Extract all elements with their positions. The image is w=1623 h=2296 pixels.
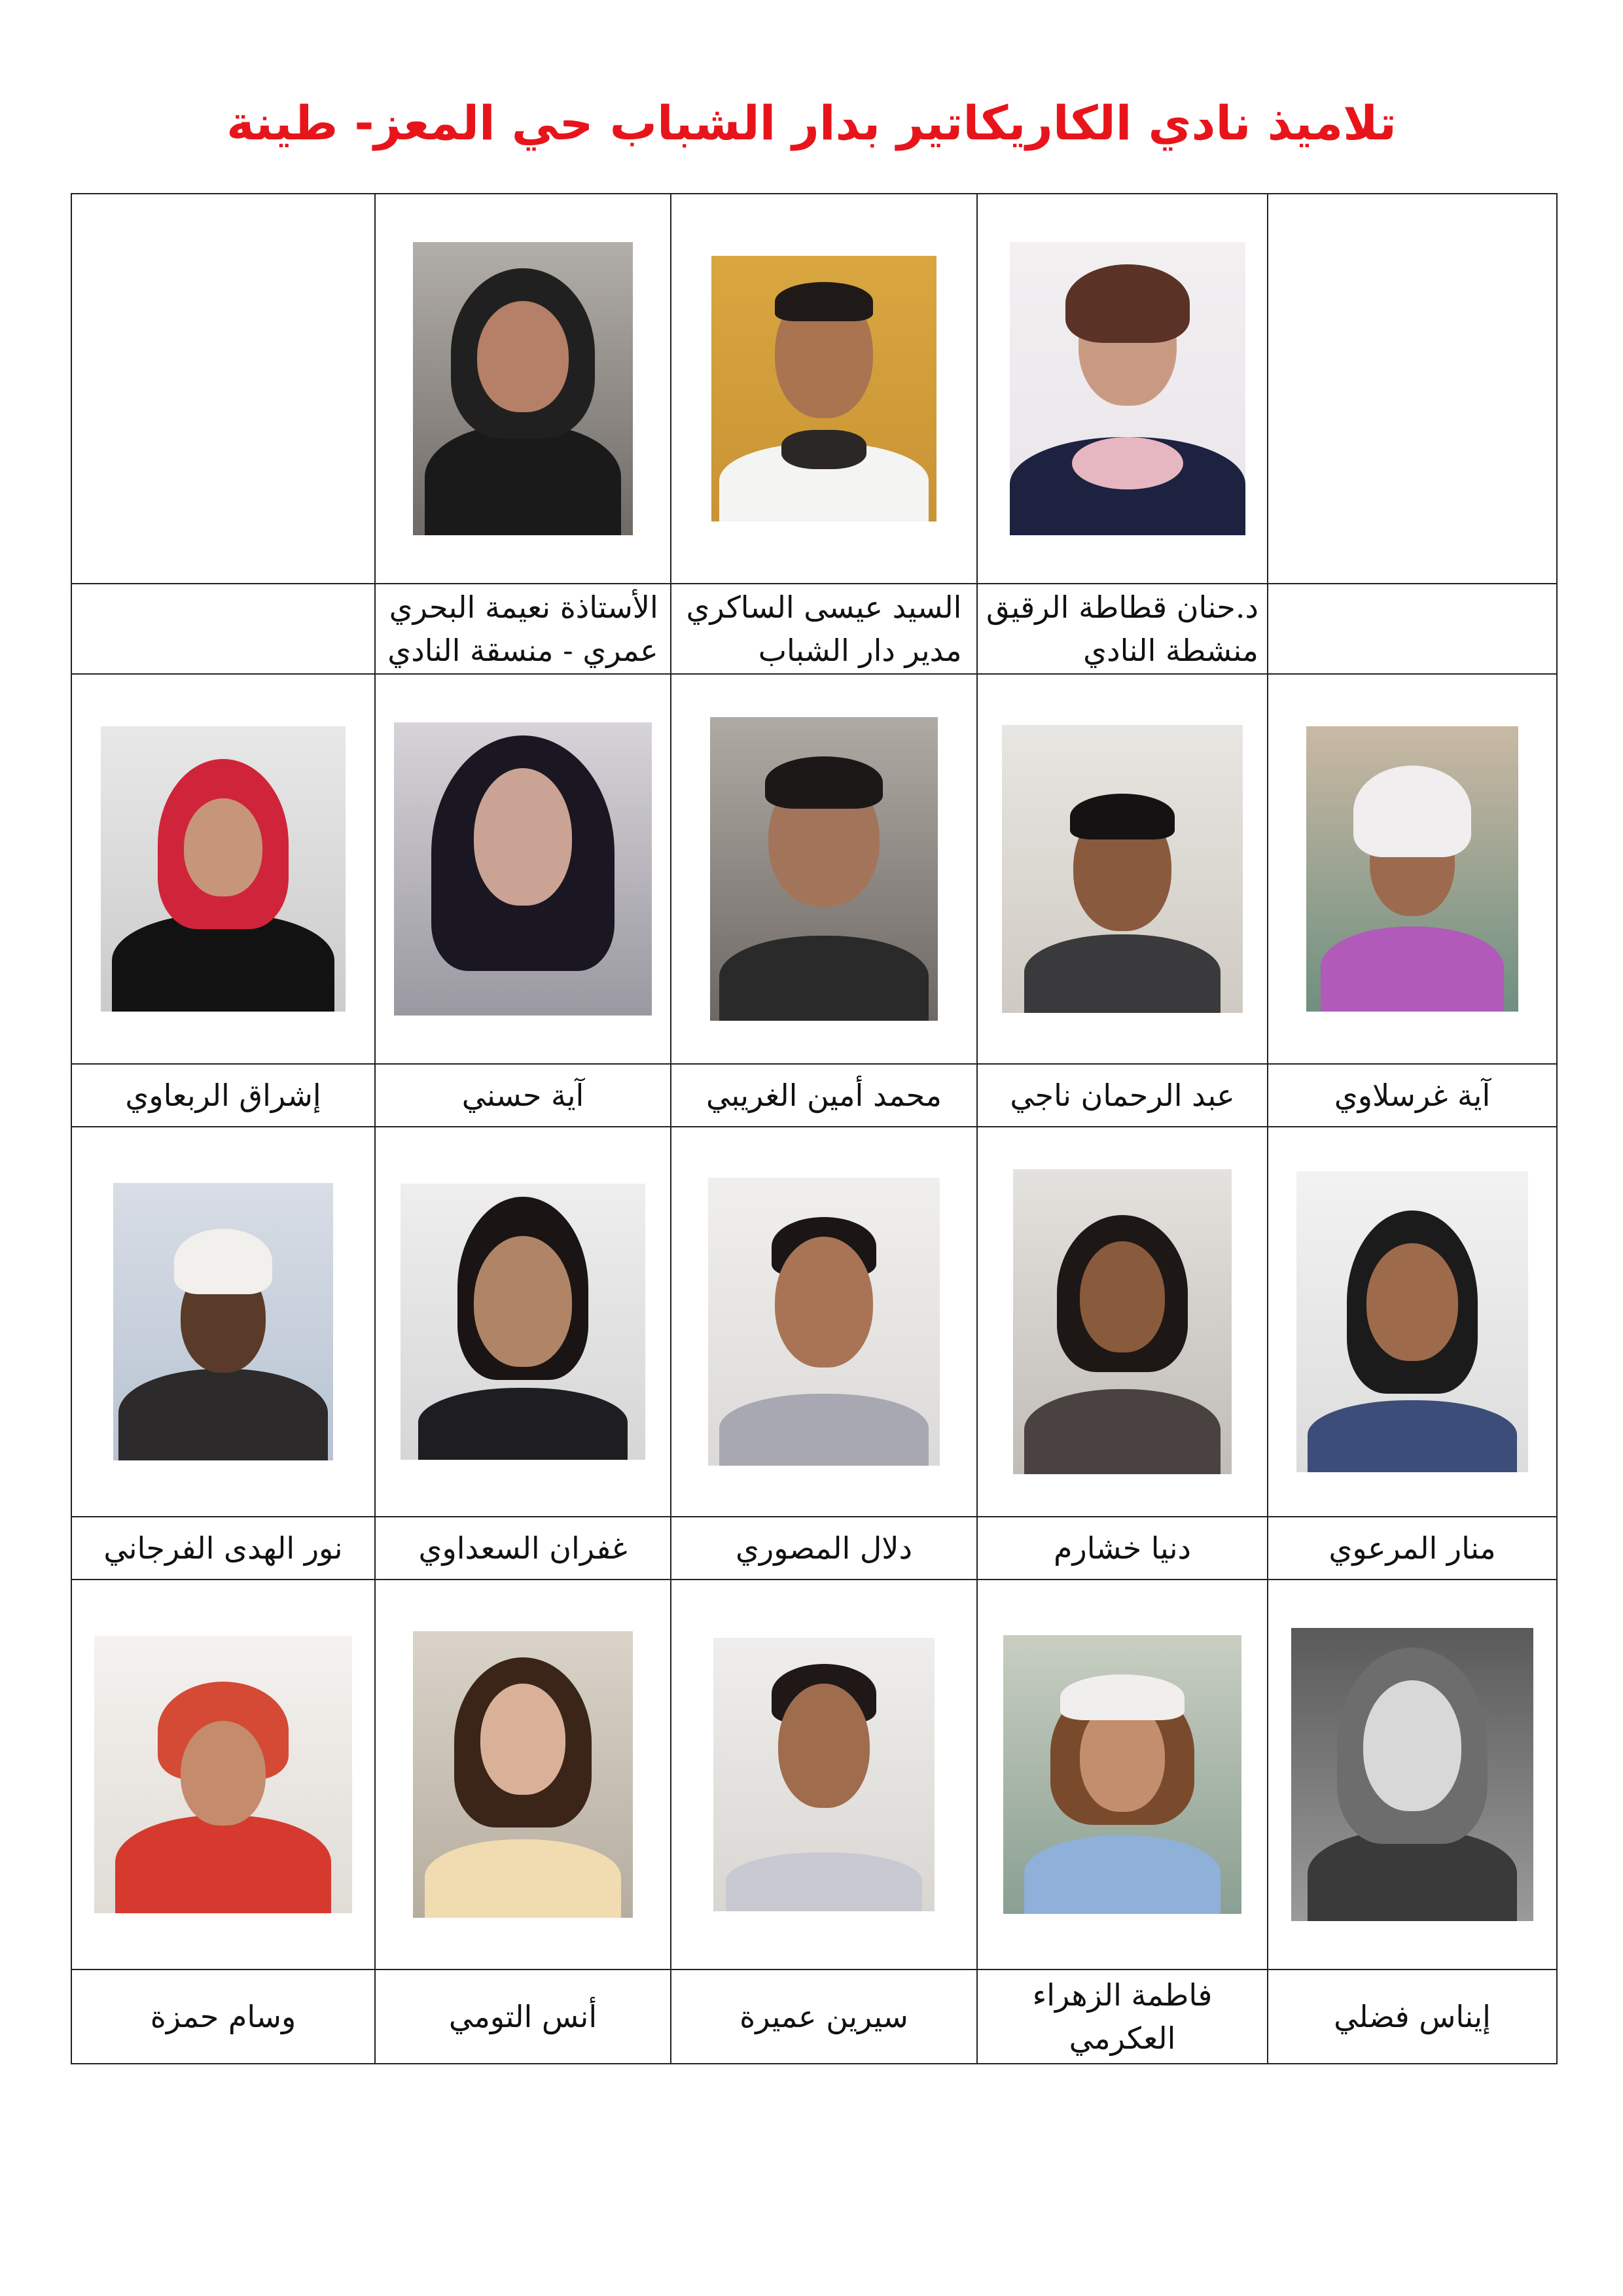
student-name: إشراق الربعاوي: [125, 1078, 321, 1113]
student-photo: [710, 717, 938, 1021]
staff-name: [387, 586, 658, 672]
student-roster-table: [71, 193, 1558, 2064]
student-name: وسام حمزة: [150, 1999, 296, 2034]
student-name: دنيا خشارم: [1054, 1530, 1191, 1566]
student-name: آية غرسلاوي: [1334, 1078, 1491, 1113]
student-photo-cell: [977, 1580, 1268, 1969]
staff-role-line: منشطة النادي: [1083, 633, 1258, 668]
student-name: منار المرعوي: [1329, 1530, 1496, 1566]
student-name: عبد الرحمان ناجي: [1010, 1078, 1235, 1113]
student-photo: [1291, 1628, 1533, 1921]
student-photo-cell: [671, 1127, 977, 1517]
staff-photo-cell: [671, 194, 977, 584]
student-photo: [1013, 1169, 1232, 1474]
student-name-cell: [671, 1064, 977, 1127]
student-photo-cell: [977, 674, 1268, 1064]
student-name-cell: [977, 1517, 1268, 1580]
student-photo: [101, 726, 346, 1012]
student-photo-cell: [977, 1127, 1268, 1517]
staff-name: [986, 586, 1258, 672]
student-photo-cell: [71, 674, 375, 1064]
student-name-cell: [375, 1064, 671, 1127]
student-photo-cell: [71, 1580, 375, 1969]
student-name: غفران السعداوي: [418, 1530, 628, 1566]
student-name: سيرين عميرة: [740, 1999, 908, 2034]
student-name-cell: [71, 1517, 375, 1580]
empty-cell: [1268, 584, 1557, 674]
student-name-cell: [671, 1969, 977, 2064]
student-name: محمد أمين الغريبي: [705, 1078, 942, 1113]
empty-cell: [1268, 194, 1557, 584]
staff-name: [687, 586, 962, 672]
student-photo-cell: [375, 1127, 671, 1517]
student-photo: [1296, 1171, 1528, 1472]
student-photo-cell: [671, 674, 977, 1064]
student-photo-row: [71, 1127, 1557, 1517]
student-photo-cell: [1268, 1127, 1557, 1517]
student-name: [1033, 1973, 1213, 2060]
student-photo: [394, 722, 652, 1016]
student-name-cell: [375, 1517, 671, 1580]
student-photo: [94, 1636, 352, 1913]
student-photo-row: [71, 1580, 1557, 1969]
empty-cell: [71, 194, 375, 584]
student-photo: [708, 1178, 940, 1466]
staff-photo-cell: [375, 194, 671, 584]
staff-photo-naima: [413, 242, 633, 535]
staff-name-cell: [977, 584, 1268, 674]
student-name-line2: العكرمي: [1069, 2021, 1176, 2056]
student-name-row: [71, 1969, 1557, 2064]
staff-name-line1: السيد عيسى الساكري: [686, 590, 962, 625]
student-name: أنس التومي: [448, 1999, 597, 2034]
student-photo-cell: [1268, 674, 1557, 1064]
staff-name-cell: [671, 584, 977, 674]
student-name-cell: [1268, 1064, 1557, 1127]
student-name: دلال المصوري: [735, 1530, 913, 1566]
student-name-cell: [1268, 1517, 1557, 1580]
empty-cell: [71, 584, 375, 674]
student-photo-row: [71, 674, 1557, 1064]
student-photo: [401, 1184, 645, 1460]
student-name-cell: [375, 1969, 671, 2064]
staff-photo-row: [71, 194, 1557, 584]
student-name-cell: [71, 1969, 375, 2064]
student-name: نور الهدى الفرجاني: [103, 1530, 343, 1566]
student-photo: [1306, 726, 1518, 1012]
student-photo: [1003, 1635, 1241, 1914]
student-name-cell: [671, 1517, 977, 1580]
student-name-cell: [977, 1969, 1268, 2064]
page-title: تلاميذ نادي الكاريكاتير بدار الشباب حي المعز- طينة: [226, 96, 1397, 150]
student-photo-cell: [71, 1127, 375, 1517]
staff-role-line: مدير دار الشباب: [758, 633, 962, 668]
student-photo: [113, 1183, 333, 1460]
staff-photo-aissa: [711, 256, 936, 521]
staff-photo-cell: [977, 194, 1268, 584]
staff-name-line1: د.حنان قطاطة الرقيق: [986, 590, 1258, 625]
student-photo: [713, 1638, 935, 1911]
student-photo-cell: [1268, 1580, 1557, 1969]
staff-photo-hanen: [1010, 242, 1245, 535]
student-photo: [413, 1631, 633, 1918]
student-name-row: [71, 1517, 1557, 1580]
student-name-row: [71, 1064, 1557, 1127]
student-name-cell: [977, 1064, 1268, 1127]
student-photo: [1002, 725, 1243, 1013]
student-name-cell: [71, 1064, 375, 1127]
staff-name-row: [71, 584, 1557, 674]
student-name-cell: [1268, 1969, 1557, 2064]
staff-name-line1: الأستاذة نعيمة البحري: [389, 590, 658, 625]
student-name-line1: فاطمة الزهراء: [1032, 1977, 1213, 2013]
student-name: إيناس فضلي: [1334, 1999, 1491, 2034]
student-photo-cell: [671, 1580, 977, 1969]
student-name: آية حسني: [461, 1078, 584, 1113]
student-photo-cell: [375, 674, 671, 1064]
staff-role-line: عمري - منسقة النادي: [387, 633, 658, 668]
student-photo-cell: [375, 1580, 671, 1969]
staff-name-cell: [375, 584, 671, 674]
